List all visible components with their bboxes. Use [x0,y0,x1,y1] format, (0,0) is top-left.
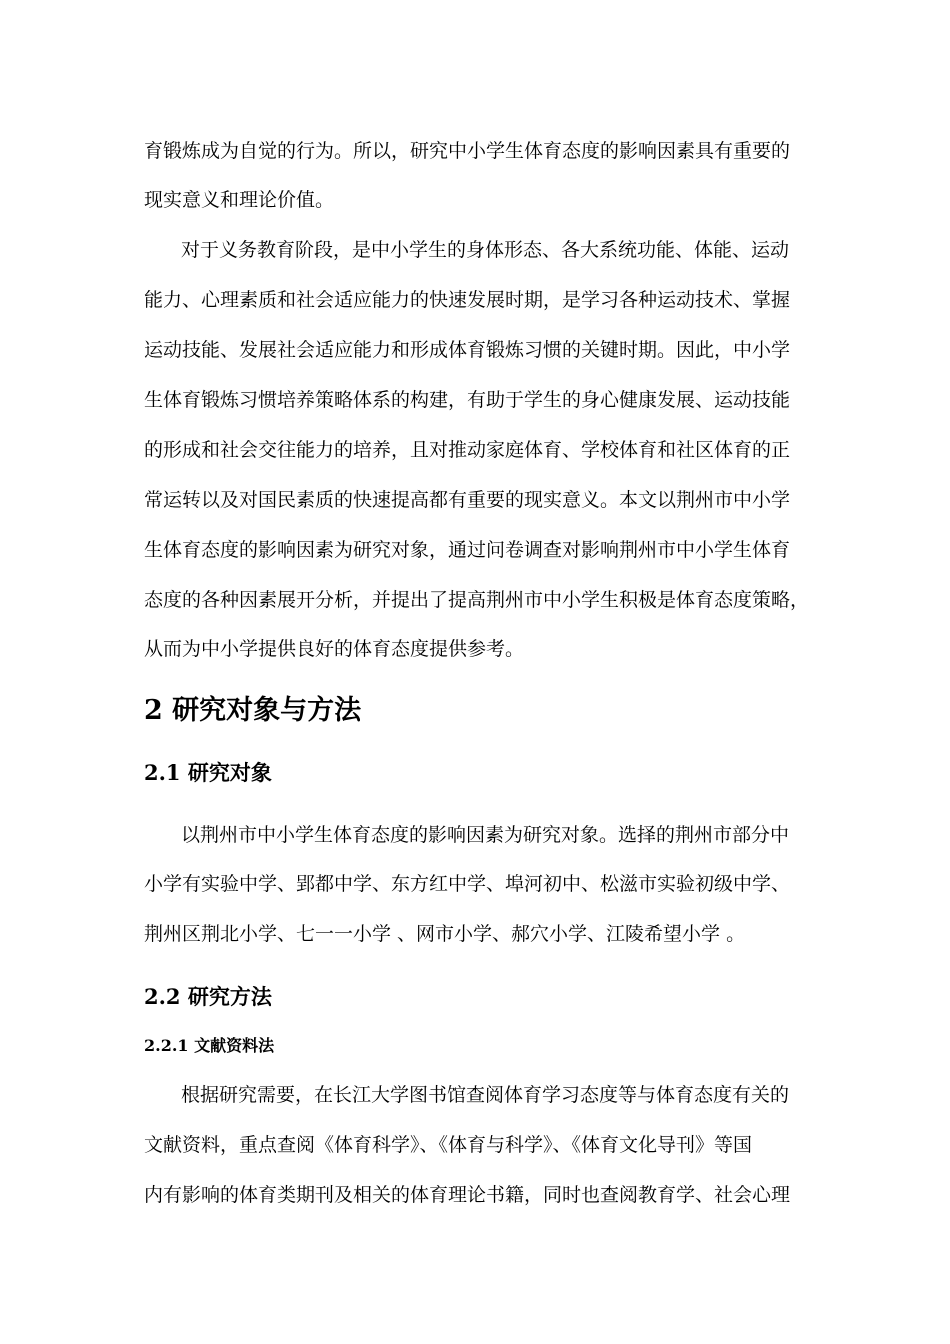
paragraph-2-line-8: 态度的各种因素展开分析，并提出了提高荆州市中小学生积极是体育态度策略， [144,589,810,611]
paragraph-3-line-3: 荆州区荆北小学、七一一小学 、网市小学、郝穴小学、江陵希望小学 。 [144,923,746,945]
paragraph-2-line-2: 能力、心理素质和社会适应能力的快速发展时期，是学习各种运动技术、掌握 [144,289,791,311]
paragraph-2-line-5: 的形成和社会交往能力的培养，且对推动家庭体育、学校体育和社区体育的正 [144,439,791,461]
paragraph-2-line-6: 常运转以及对国民素质的快速提高都有重要的现实意义。本文以荆州市中小学 [144,489,791,511]
section-heading-2-1: 2.1 研究对象 [144,760,272,785]
paragraph-2-line-4: 生体育锻炼习惯培养策略体系的构建，有助于学生的身心健康发展、运动技能 [144,389,791,411]
section-heading-2: 2 研究对象与方法 [144,695,362,726]
paragraph-1-line-2: 现实意义和理论价值。 [144,189,335,211]
paragraph-2-line-7: 生体育态度的影响因素为研究对象，通过问卷调查对影响荆州市中小学生体育 [144,539,791,561]
section-heading-2-2: 2.2 研究方法 [144,984,272,1009]
paragraph-2-line-3: 运动技能、发展社会适应能力和形成体育锻炼习惯的关键时期。因此，中小学 [144,339,791,361]
paragraph-3-line-1: 以荆州市中小学生体育态度的影响因素为研究对象。选择的荆州市部分中 [181,824,790,846]
section-heading-2-2-1: 2.2.1 文献资料法 [144,1036,275,1055]
paragraph-2-line-1: 对于义务教育阶段，是中小学生的身体形态、各大系统功能、体能、运动 [181,239,790,261]
paragraph-4-line-3: 内有影响的体育类期刊及相关的体育理论书籍，同时也查阅教育学、社会心理 [144,1184,791,1206]
paragraph-2-line-9: 从而为中小学提供良好的体育态度提供参考。 [144,638,525,660]
paragraph-4-line-2: 文献资料，重点查阅《体育科学》、《体育与科学》、《体育文化导刊》等国 [144,1134,753,1156]
paragraph-4-line-1: 根据研究需要，在长江大学图书馆查阅体育学习态度等与体育态度有关的 [181,1084,790,1106]
paragraph-3-line-2: 小学有实验中学、郢都中学、东方红中学、埠河初中、松滋市实验初级中学、 [144,873,791,895]
paragraph-1-line-1: 育锻炼成为自觉的行为。所以，研究中小学生体育态度的影响因素具有重要的 [144,140,791,162]
